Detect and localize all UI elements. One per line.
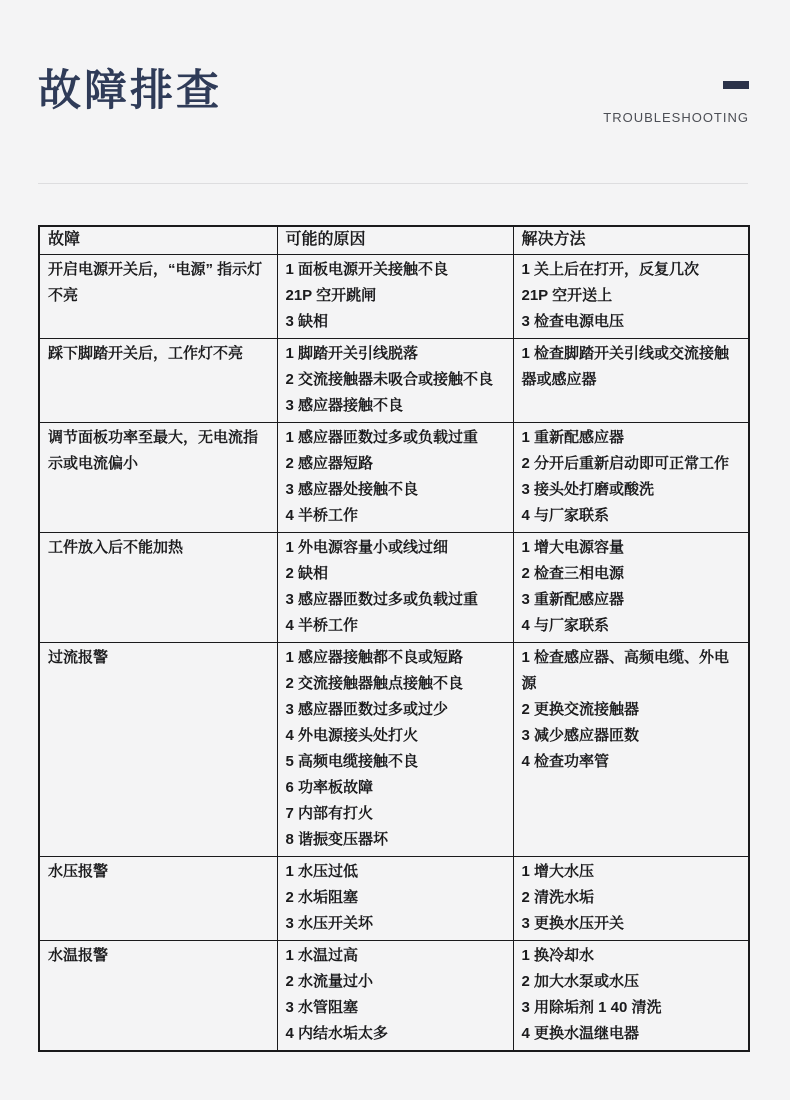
solution-item: 1 关上后在打开，反复几次 [521,261,700,278]
cause-item: 4 半桥工作 [285,617,359,634]
solutions-cell [513,423,749,533]
fault-cell: 水压报警 [39,857,277,941]
solution-item: 1 重新配感应器 [521,429,625,446]
cause-item: 3 感应器接触不良 [285,397,404,414]
solution-item: 2 清洗水垢 [521,889,595,906]
page-subtitle: TROUBLESHOOTING [603,110,749,125]
solution-item: 1 换冷却水 [521,947,595,964]
solutions-cell [513,533,749,643]
header-causes: 可能的原因 [277,226,513,255]
causes-cell [277,255,513,339]
fault-cell: 工件放入后不能加热 [39,533,277,643]
cause-item: 2 水流量过小 [285,973,374,990]
cause-item: 2 交流接触器未吸合或接触不良 [285,371,494,388]
cause-item: 3 水管阻塞 [285,999,359,1016]
cause-item: 3 感应器匝数过多或过少 [285,701,449,718]
solution-item: 3 用除垢剂 1 40 清洗 [521,999,662,1016]
cause-item: 2 水垢阻塞 [285,889,359,906]
cause-item: 7 内部有打火 [285,805,374,822]
cause-item: 5 高频电缆接触不良 [285,753,419,770]
solution-item: 3 重新配感应器 [521,591,625,608]
cause-item: 3 感应器处接触不良 [285,481,419,498]
solution-item: 3 更换水压开关 [521,915,625,932]
cause-item: 1 面板电源开关接触不良 [285,261,449,278]
table-row [39,255,749,339]
solution-item: 2 分开后重新启动即可正常工作 [521,455,730,472]
cause-item: 1 水温过高 [285,947,359,964]
solution-item: 21P 空开送上 [521,287,613,304]
cause-item: 1 感应器匝数过多或负载过重 [285,429,479,446]
accent-bar [723,81,749,89]
solution-item: 1 增大电源容量 [521,539,625,556]
solution-item: 1 检查脚踏开关引线或交流接触器或感应器 [521,345,730,388]
table-header-row [39,226,749,255]
causes-cell [277,941,513,1052]
cause-item: 1 外电源容量小或线过细 [285,539,449,556]
solution-item: 2 加大水泵或水压 [521,973,640,990]
solution-item: 2 更换交流接触器 [521,701,640,718]
divider [38,183,748,184]
solution-item: 3 接头处打磨或酸洗 [521,481,655,498]
solutions-cell [513,941,749,1052]
header-solutions: 解决方法 [513,226,749,255]
page-title: 故障排查 [38,67,222,115]
fault-cell: 水温报警 [39,941,277,1052]
solutions-cell [513,857,749,941]
solution-item: 3 减少感应器匝数 [521,727,640,744]
causes-cell [277,643,513,857]
solutions-cell [513,255,749,339]
solution-item: 3 检查电源电压 [521,313,625,330]
table-row [39,533,749,643]
fault-cell: 踩下脚踏开关后，工作灯不亮 [39,339,277,423]
cause-item: 2 感应器短路 [285,455,374,472]
cause-item: 3 水压开关坏 [285,915,374,932]
cause-item: 4 内结水垢太多 [285,1025,389,1042]
fault-cell: 开启电源开关后，“电源” 指示灯不亮 [39,255,277,339]
causes-cell [277,857,513,941]
causes-cell [277,339,513,423]
solution-item: 1 增大水压 [521,863,595,880]
cause-item: 3 感应器匝数过多或负载过重 [285,591,479,608]
table-row [39,423,749,533]
cause-item: 1 脚踏开关引线脱落 [285,345,419,362]
troubleshooting-table [38,225,750,1052]
cause-item: 2 缺相 [285,565,329,582]
solution-item: 4 与厂家联系 [521,507,610,524]
cause-item: 1 感应器接触都不良或短路 [285,649,464,666]
fault-cell: 调节面板功率至最大，无电流指示或电流偏小 [39,423,277,533]
table-row [39,643,749,857]
solution-item: 4 与厂家联系 [521,617,610,634]
causes-cell [277,423,513,533]
solution-item: 4 更换水温继电器 [521,1025,640,1042]
table-row [39,857,749,941]
solution-item: 1 检查感应器、高频电缆、外电源 [521,649,730,692]
solution-item: 2 检查三相电源 [521,565,625,582]
solutions-cell [513,643,749,857]
cause-item: 6 功率板故障 [285,779,374,796]
cause-item: 8 谐振变压器坏 [285,831,389,848]
fault-cell: 过流报警 [39,643,277,857]
cause-item: 1 水压过低 [285,863,359,880]
cause-item: 4 外电源接头处打火 [285,727,419,744]
table-row [39,941,749,1052]
header-fault: 故障 [39,226,277,255]
solutions-cell [513,339,749,423]
cause-item: 3 缺相 [285,313,329,330]
solution-item: 4 检查功率管 [521,753,610,770]
cause-item: 4 半桥工作 [285,507,359,524]
causes-cell [277,533,513,643]
cause-item: 21P 空开跳闸 [285,287,377,304]
cause-item: 2 交流接触器触点接触不良 [285,675,464,692]
table-row [39,339,749,423]
